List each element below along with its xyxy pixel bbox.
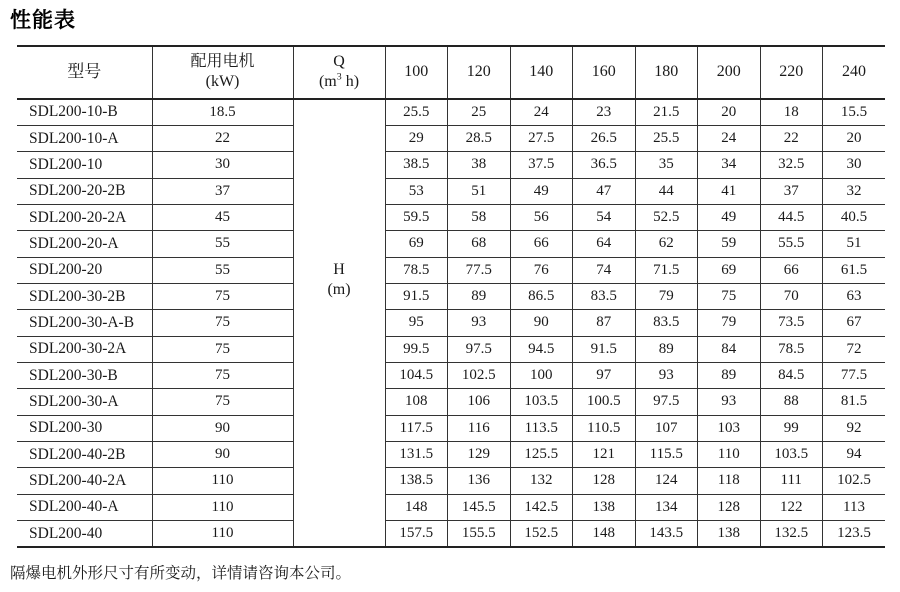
table-row <box>17 283 885 309</box>
model-cell: SDL200-30-A-B <box>17 310 152 336</box>
table-row <box>17 336 885 362</box>
model-cell: SDL200-20 <box>17 257 152 283</box>
motor-kw-cell: 75 <box>152 283 293 309</box>
footer-note: 隔爆电机外形尺寸有所变动，详情请咨询本公司。 <box>10 565 352 582</box>
motor-header-line2: (kW) <box>205 73 240 91</box>
model-cell: SDL200-10 <box>17 152 152 178</box>
head-value-cell: 55.5 <box>760 231 823 257</box>
head-value-cell: 155.5 <box>448 521 511 548</box>
head-value-cell: 34 <box>698 152 761 178</box>
motor-kw-cell: 90 <box>152 415 293 441</box>
head-value-cell: 152.5 <box>510 521 573 548</box>
table-row <box>17 415 885 441</box>
model-cell: SDL200-30-2B <box>17 283 152 309</box>
head-value-cell: 44 <box>635 178 698 204</box>
head-value-cell: 72 <box>823 336 886 362</box>
column-header-flow-value: 180 <box>635 46 698 99</box>
model-cell: SDL200-30-2A <box>17 336 152 362</box>
head-value-cell: 59 <box>698 231 761 257</box>
motor-header-line1: 配用电机 <box>190 53 255 71</box>
head-value-cell: 25.5 <box>635 125 698 151</box>
column-header-flow-value: 240 <box>823 46 886 99</box>
model-cell: SDL200-30-B <box>17 362 152 388</box>
table-row <box>17 521 885 548</box>
head-value-cell: 23 <box>573 99 636 125</box>
head-value-cell: 40.5 <box>823 204 886 230</box>
head-value-cell: 132 <box>510 468 573 494</box>
model-cell: SDL200-20-A <box>17 231 152 257</box>
head-value-cell: 157.5 <box>385 521 448 548</box>
table-row <box>17 310 885 336</box>
motor-kw-cell: 30 <box>152 152 293 178</box>
head-value-cell: 47 <box>573 178 636 204</box>
head-value-cell: 138.5 <box>385 468 448 494</box>
table-body <box>17 99 885 547</box>
head-value-cell: 92 <box>823 415 886 441</box>
head-value-cell: 91.5 <box>385 283 448 309</box>
head-value-cell: 83.5 <box>635 310 698 336</box>
head-value-cell: 131.5 <box>385 441 448 467</box>
table-row <box>17 99 885 125</box>
head-value-cell: 145.5 <box>448 494 511 520</box>
head-value-cell: 108 <box>385 389 448 415</box>
column-header-flow-value: 220 <box>760 46 823 99</box>
head-value-cell: 21.5 <box>635 99 698 125</box>
head-value-cell: 125.5 <box>510 441 573 467</box>
head-value-cell: 79 <box>635 283 698 309</box>
head-value-cell: 51 <box>448 178 511 204</box>
head-value-cell: 129 <box>448 441 511 467</box>
head-value-cell: 122 <box>760 494 823 520</box>
motor-kw-cell: 110 <box>152 494 293 520</box>
model-cell: SDL200-40-A <box>17 494 152 520</box>
head-value-cell: 123.5 <box>823 521 886 548</box>
q-header-symbol: Q <box>333 53 345 71</box>
head-unit-merged-cell <box>293 99 385 547</box>
head-value-cell: 134 <box>635 494 698 520</box>
head-value-cell: 121 <box>573 441 636 467</box>
column-header-flow-value: 140 <box>510 46 573 99</box>
head-value-cell: 97.5 <box>635 389 698 415</box>
head-value-cell: 124 <box>635 468 698 494</box>
model-cell: SDL200-40-2B <box>17 441 152 467</box>
model-cell: SDL200-10-A <box>17 125 152 151</box>
model-cell: SDL200-10-B <box>17 99 152 125</box>
head-value-cell: 52.5 <box>635 204 698 230</box>
motor-kw-cell: 75 <box>152 389 293 415</box>
column-header-flow-value: 120 <box>448 46 511 99</box>
head-value-cell: 93 <box>635 362 698 388</box>
head-value-cell: 18 <box>760 99 823 125</box>
head-value-cell: 81.5 <box>823 389 886 415</box>
head-value-cell: 77.5 <box>823 362 886 388</box>
motor-kw-cell: 18.5 <box>152 99 293 125</box>
head-value-cell: 69 <box>385 231 448 257</box>
head-value-cell: 110 <box>698 441 761 467</box>
motor-kw-cell: 37 <box>152 178 293 204</box>
motor-kw-cell: 75 <box>152 336 293 362</box>
motor-kw-cell: 90 <box>152 441 293 467</box>
head-value-cell: 88 <box>760 389 823 415</box>
head-value-cell: 103.5 <box>510 389 573 415</box>
column-header-flow-value: 100 <box>385 46 448 99</box>
head-value-cell: 118 <box>698 468 761 494</box>
table-row <box>17 362 885 388</box>
head-value-cell: 66 <box>510 231 573 257</box>
head-value-cell: 44.5 <box>760 204 823 230</box>
head-value-cell: 49 <box>510 178 573 204</box>
head-value-cell: 28.5 <box>448 125 511 151</box>
head-value-cell: 97.5 <box>448 336 511 362</box>
head-value-cell: 100.5 <box>573 389 636 415</box>
head-value-cell: 106 <box>448 389 511 415</box>
table-row <box>17 441 885 467</box>
head-value-cell: 116 <box>448 415 511 441</box>
table-row <box>17 231 885 257</box>
head-value-cell: 66 <box>760 257 823 283</box>
head-value-cell: 94.5 <box>510 336 573 362</box>
head-value-cell: 26.5 <box>573 125 636 151</box>
head-value-cell: 89 <box>635 336 698 362</box>
model-cell: SDL200-30-A <box>17 389 152 415</box>
head-value-cell: 84.5 <box>760 362 823 388</box>
model-cell: SDL200-40-2A <box>17 468 152 494</box>
column-header-flow-q <box>293 46 385 99</box>
head-value-cell: 107 <box>635 415 698 441</box>
head-value-cell: 73.5 <box>760 310 823 336</box>
head-value-cell: 102.5 <box>823 468 886 494</box>
h-label-unit: (m) <box>327 280 351 298</box>
motor-kw-cell: 45 <box>152 204 293 230</box>
page-title: 性能表 <box>10 8 76 32</box>
head-value-cell: 71.5 <box>635 257 698 283</box>
head-value-cell: 37.5 <box>510 152 573 178</box>
head-value-cell: 29 <box>385 125 448 151</box>
head-value-cell: 84 <box>698 336 761 362</box>
head-value-cell: 76 <box>510 257 573 283</box>
head-value-cell: 69 <box>698 257 761 283</box>
head-value-cell: 78.5 <box>385 257 448 283</box>
head-value-cell: 62 <box>635 231 698 257</box>
head-value-cell: 30 <box>823 152 886 178</box>
head-value-cell: 70 <box>760 283 823 309</box>
head-value-cell: 77.5 <box>448 257 511 283</box>
model-cell: SDL200-20-2B <box>17 178 152 204</box>
head-value-cell: 24 <box>698 125 761 151</box>
head-value-cell: 102.5 <box>448 362 511 388</box>
head-value-cell: 20 <box>823 125 886 151</box>
head-value-cell: 49 <box>698 204 761 230</box>
head-value-cell: 38.5 <box>385 152 448 178</box>
head-value-cell: 22 <box>760 125 823 151</box>
column-header-motor <box>152 46 293 99</box>
head-value-cell: 99.5 <box>385 336 448 362</box>
head-value-cell: 110.5 <box>573 415 636 441</box>
head-value-cell: 68 <box>448 231 511 257</box>
head-value-cell: 89 <box>698 362 761 388</box>
motor-kw-cell: 55 <box>152 257 293 283</box>
head-value-cell: 100 <box>510 362 573 388</box>
head-value-cell: 59.5 <box>385 204 448 230</box>
head-value-cell: 138 <box>573 494 636 520</box>
table-row <box>17 204 885 230</box>
model-cell: SDL200-40 <box>17 521 152 548</box>
head-value-cell: 32 <box>823 178 886 204</box>
table-row <box>17 178 885 204</box>
head-value-cell: 89 <box>448 283 511 309</box>
head-value-cell: 115.5 <box>635 441 698 467</box>
head-value-cell: 56 <box>510 204 573 230</box>
head-value-cell: 93 <box>698 389 761 415</box>
head-value-cell: 78.5 <box>760 336 823 362</box>
performance-table <box>17 45 885 548</box>
head-value-cell: 117.5 <box>385 415 448 441</box>
column-header-model: 型号 <box>17 46 152 99</box>
model-cell: SDL200-20-2A <box>17 204 152 230</box>
head-value-cell: 142.5 <box>510 494 573 520</box>
column-header-flow-value: 200 <box>698 46 761 99</box>
head-value-cell: 35 <box>635 152 698 178</box>
head-value-cell: 54 <box>573 204 636 230</box>
head-value-cell: 103.5 <box>760 441 823 467</box>
head-value-cell: 25 <box>448 99 511 125</box>
head-value-cell: 86.5 <box>510 283 573 309</box>
column-header-flow-value: 160 <box>573 46 636 99</box>
head-value-cell: 75 <box>698 283 761 309</box>
table-row <box>17 257 885 283</box>
head-value-cell: 111 <box>760 468 823 494</box>
head-value-cell: 61.5 <box>823 257 886 283</box>
head-value-cell: 63 <box>823 283 886 309</box>
head-value-cell: 148 <box>573 521 636 548</box>
table-row <box>17 389 885 415</box>
head-value-cell: 143.5 <box>635 521 698 548</box>
head-value-cell: 24 <box>510 99 573 125</box>
head-value-cell: 51 <box>823 231 886 257</box>
table-row <box>17 494 885 520</box>
head-value-cell: 138 <box>698 521 761 548</box>
head-value-cell: 104.5 <box>385 362 448 388</box>
head-value-cell: 95 <box>385 310 448 336</box>
head-value-cell: 87 <box>573 310 636 336</box>
head-value-cell: 27.5 <box>510 125 573 151</box>
motor-kw-cell: 22 <box>152 125 293 151</box>
motor-kw-cell: 75 <box>152 310 293 336</box>
head-value-cell: 38 <box>448 152 511 178</box>
head-value-cell: 83.5 <box>573 283 636 309</box>
head-value-cell: 74 <box>573 257 636 283</box>
header-row <box>17 46 885 99</box>
head-value-cell: 79 <box>698 310 761 336</box>
head-value-cell: 113 <box>823 494 886 520</box>
head-value-cell: 58 <box>448 204 511 230</box>
head-value-cell: 91.5 <box>573 336 636 362</box>
head-value-cell: 148 <box>385 494 448 520</box>
head-value-cell: 32.5 <box>760 152 823 178</box>
motor-kw-cell: 110 <box>152 521 293 548</box>
head-value-cell: 41 <box>698 178 761 204</box>
motor-kw-cell: 75 <box>152 362 293 388</box>
table-row <box>17 152 885 178</box>
head-value-cell: 20 <box>698 99 761 125</box>
table-row <box>17 468 885 494</box>
head-value-cell: 90 <box>510 310 573 336</box>
motor-kw-cell: 110 <box>152 468 293 494</box>
head-value-cell: 113.5 <box>510 415 573 441</box>
q-header-unit: ($m^3$ h) <box>318 71 360 91</box>
head-value-cell: 64 <box>573 231 636 257</box>
head-value-cell: 99 <box>760 415 823 441</box>
head-value-cell: 53 <box>385 178 448 204</box>
head-value-cell: 136 <box>448 468 511 494</box>
head-value-cell: 103 <box>698 415 761 441</box>
head-value-cell: 97 <box>573 362 636 388</box>
table-row <box>17 125 885 151</box>
motor-kw-cell: 55 <box>152 231 293 257</box>
head-value-cell: 93 <box>448 310 511 336</box>
head-value-cell: 132.5 <box>760 521 823 548</box>
h-label-symbol: H <box>333 260 345 278</box>
head-value-cell: 67 <box>823 310 886 336</box>
head-value-cell: 37 <box>760 178 823 204</box>
model-cell: SDL200-30 <box>17 415 152 441</box>
head-value-cell: 94 <box>823 441 886 467</box>
head-value-cell: 128 <box>573 468 636 494</box>
head-value-cell: 36.5 <box>573 152 636 178</box>
head-value-cell: 128 <box>698 494 761 520</box>
head-value-cell: 25.5 <box>385 99 448 125</box>
head-value-cell: 15.5 <box>823 99 886 125</box>
